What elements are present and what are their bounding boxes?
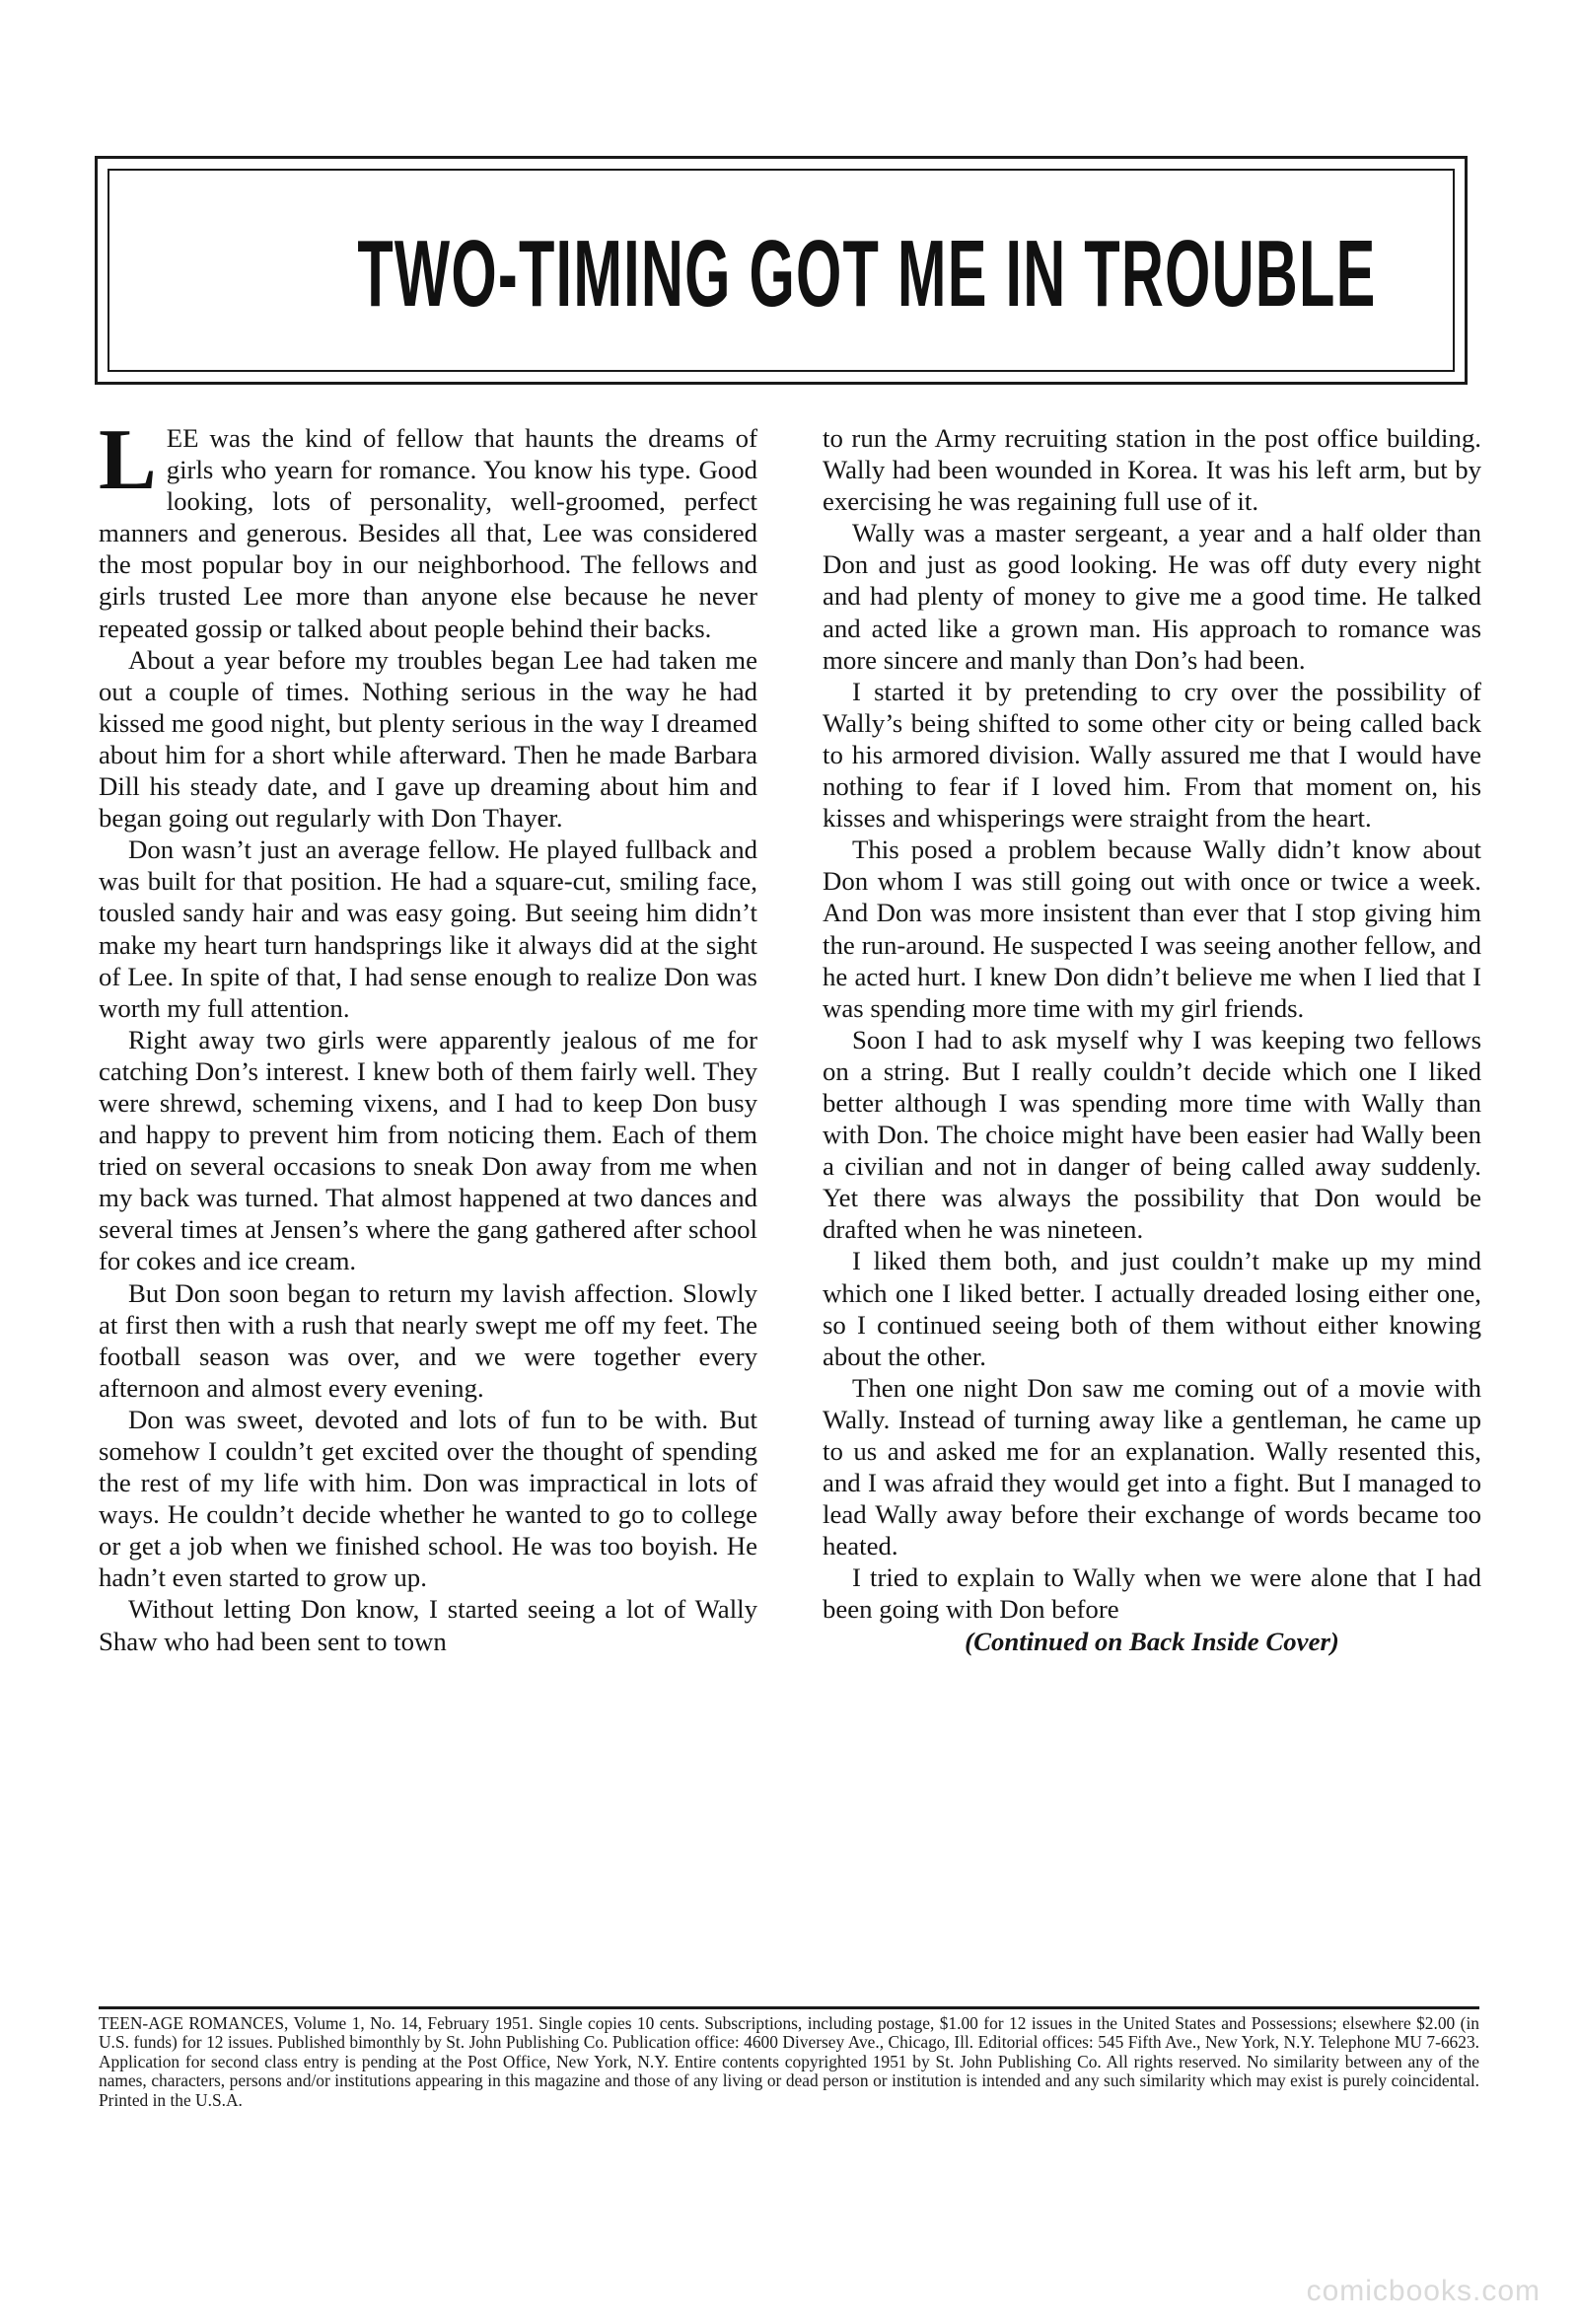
paragraph: This posed a problem because Wally didn’t know about Don whom I was still going out with once or twice a week. And Don was more insistent than ever that I stop giving him the run-around. He suspected I was seeing another fellow, and he acted hurt. I knew Don didn’t believe me when I lied that I was spending more time with my girl friends. xyxy=(823,835,1481,1023)
watermark: comicbooks.com xyxy=(1306,2275,1541,2307)
right-column xyxy=(823,422,1481,1657)
title-box xyxy=(95,156,1468,385)
paragraph: But Don soon began to return my lavish affection. Slowly at first then with a rush that nearly swept me off my feet. The football season was over, and we were together every afternoon and almost every evening. xyxy=(99,1277,757,1403)
paragraph xyxy=(99,412,757,644)
paragraph: to run the Army recruiting station in the post office building. Wally had been wounded in Korea. It was his left arm, but by exercising he was regaining full use of it. xyxy=(823,423,1481,517)
paragraph: Don wasn’t just an average fellow. He played fullback and was built for that position. He had a square-cut, smiling face, tousled sandy hair and was easy going. But seeing him didn’t make my heart turn handsprings like it always did at the sight of Lee. In spite of that, I had sense enough to realize Don was worth my full attention. xyxy=(99,835,757,1023)
story-title: TWO-TIMING GOT ME IN TROUBLE xyxy=(357,221,1377,327)
paragraph: I tried to explain to Wally when we were alone that I had been going with Don before xyxy=(823,1562,1481,1625)
publication-notice: TEEN-AGE ROMANCES, Volume 1, No. 14, February 1951. Single copies 10 cents. Subscriptions, including postage, $1.00 for 12 issues in the United States and Possessions; elsewhere $2.00 (in U.S. funds) for 12 issues. Published bimonthly by St. John Publishing Co. Publication office: 4600 Diversey Ave., Chicago, Ill. Editorial offices: 545 Fifth Ave., New York, N.Y. Telephone MU 7-6623. Application for second class entry is pending at the Post Office, New York, N.Y. Entire contents copyrighted 1951 by St. John Publishing Co. All rights reserved. No similarity between any of the names, characters, persons and/or institutions appearing in this magazine and those of any living or dead person or institution is intended and any such similarity which may exist is purely coincidental. Printed in the U.S.A. xyxy=(99,2013,1479,2110)
paragraph: Then one night Don saw me coming out of a movie with Wally. Instead of turning away like a gentleman, he came up to us and asked me for an explanation. Wally resented this, and I was afraid they would get into a fight. But I managed to lead Wally away before their exchange of words became too heated. xyxy=(823,1372,1481,1561)
footer-divider xyxy=(99,2006,1479,2009)
paragraph: Soon I had to ask myself why I was keeping two fellows on a string. But I really couldn’t decide which one I liked better although I was spending more time with Wally than with Don. The choice might have been easier had Wally been a civilian and not in danger of being called away suddenly. Yet there was always the possibility that Don would be drafted when he was nineteen. xyxy=(823,1024,1481,1245)
paragraph: Wally was a master sergeant, a year and a half older than Don and just as good looking. He was off duty every night and had plenty of money to give me a good time. He talked and acted like a grown man. His approach to romance was more sincere and manly than Don’s had been. xyxy=(823,518,1481,675)
paragraph: Without letting Don know, I started seeing a lot of Wally Shaw who had been sent to town xyxy=(99,1594,757,1656)
paragraph: Right away two girls were apparently jealous of me for catching Don’s interest. I knew both of them fairly well. They were shrewd, scheming vixens, and I had to keep Don busy and happy to prevent him from noticing them. Each of them tried on several occasions to sneak Don away from me when my back was turned. That almost happened at two dances and several times at Jensen’s where the gang gathered after school for cokes and ice cream. xyxy=(99,1024,757,1276)
paragraph: I liked them both, and just couldn’t make up my mind which one I liked better. I actually dreaded losing either one, so I continued seeing both of them without either knowing about the other. xyxy=(823,1246,1481,1371)
paragraph: I started it by pretending to cry over the possibility of Wally’s being shifted to some other city or being called back to his armored division. Wally assured me that I would have nothing to fear if I loved him. From that moment on, his kisses and whisperings were straight from the heart. xyxy=(823,676,1481,834)
drop-cap: L xyxy=(99,412,157,508)
left-column xyxy=(99,412,757,1657)
paragraph: About a year before my troubles began Lee had taken me out a couple of times. Nothing serious in the way he had kissed me good night, but plenty serious in the way I dreamed about him for a short while afterward. Then he made Barbara Dill his steady date, and I gave up dreaming about him and began going out regularly with Don Thayer. xyxy=(99,644,757,834)
paragraph-text: EE was the kind of fellow that haunts the dreams of girls who yearn for romance. You know his type. Good looking, lots of personality, well-groomed, perfect manners and generous. Besides all that, Lee was considered the most popular boy in our neighborhood. The fellows and girls trusted Lee more than anyone else because he never repeated gossip or talked about people behind their backs. xyxy=(99,423,757,643)
continued-note: (Continued on Back Inside Cover) xyxy=(965,1626,1339,1656)
paragraph: Don was sweet, devoted and lots of fun to be with. But somehow I couldn’t get excited over the thought of spending the rest of my life with him. Don was impractical in lots of ways. He couldn’t decide whether he wanted to go to college or get a job when we finished school. He was too boyish. He hadn’t even started to grow up. xyxy=(99,1404,757,1593)
